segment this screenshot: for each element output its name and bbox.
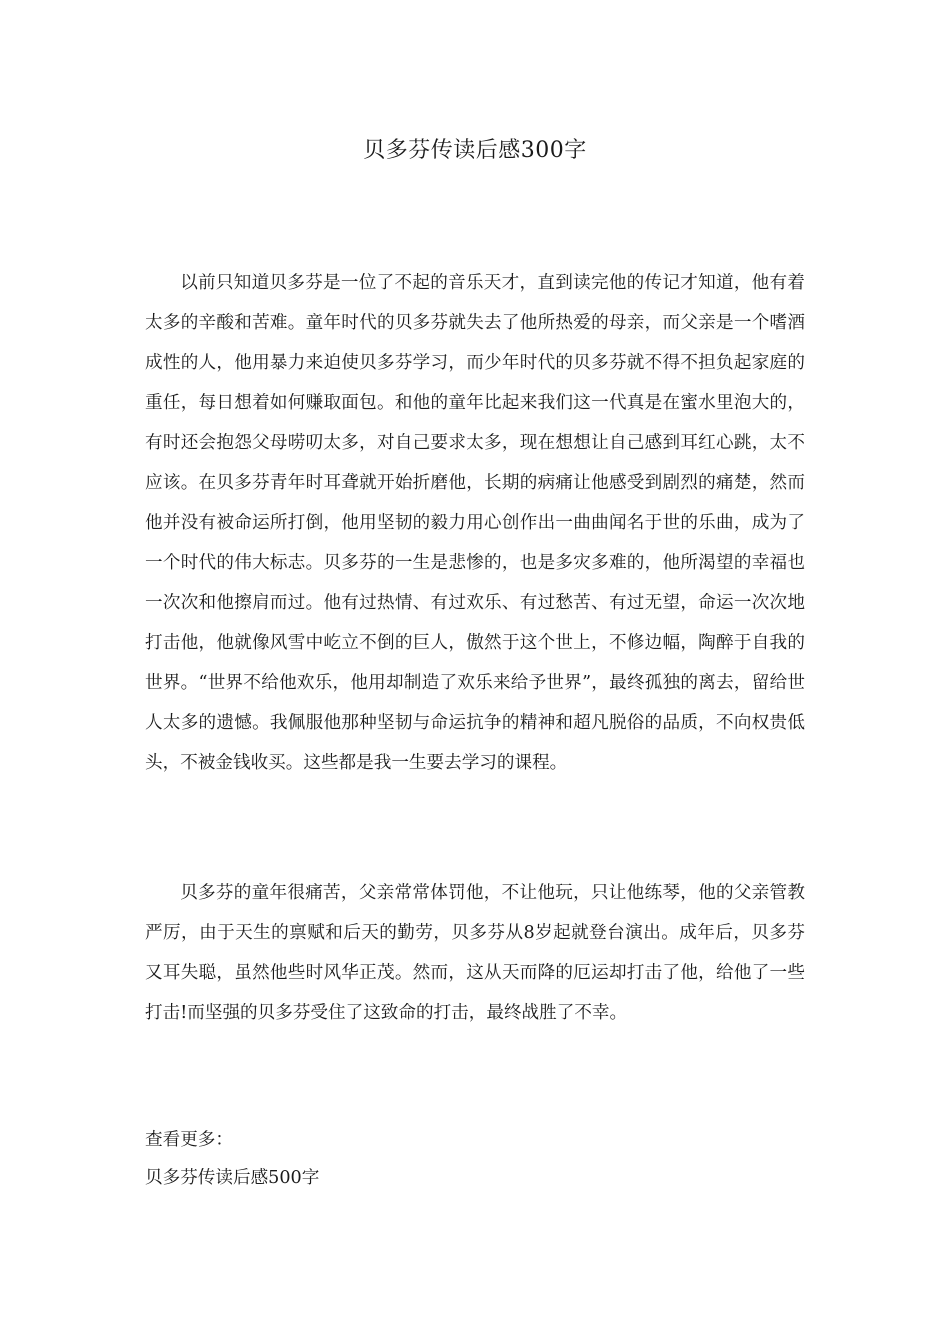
document-title: 贝多芬传读后感300字 (363, 138, 587, 163)
body-paragraph-2: 贝多芬的童年很痛苦，父亲常常体罚他，不让他玩，只让他练琴，他的父亲管教严厉，由于天生的禀赋和后天的勤劳，贝多芬从8岁起就登台演出。成年后，贝多芬又耳失聪，虽然他些时风华正茂。然而，这从天而降的厄运却打击了他，给他了一些打击!而坚强的贝多芬受住了这致命的打击，最终战胜了不幸。 (145, 883, 805, 1023)
body-paragraph-1: 以前只知道贝多芬是一位了不起的音乐天才，直到读完他的传记才知道，他有着太多的辛酸和苦难。童年时代的贝多芬就失去了他所热爱的母亲，而父亲是一个嗜酒成性的人，他用暴力来迫使贝多芬学习，而少年时代的贝多芬就不得不担负起家庭的重任，每日想着如何赚取面包。和他的童年比起来我们这一代真是在蜜水里泡大的，有时还会抱怨父母唠叨太多，对自己要求太多，现在想想让自己感到耳红心跳，太不应该。在贝多芬青年时耳聋就开始折磨他，长期的病痛让他感受到剧烈的痛楚，然而他并没有被命运所打倒，他用坚韧的毅力用心创作出一曲曲闻名于世的乐曲，成为了一个时代的伟大标志。贝多芬的一生是悲惨的，也是多灾多难的，他所渴望的幸福也一次次和他擦肩而过。他有过热情、有过欢乐、有过愁苦、有过无望，命运一次次地打击他，他就像风雪中屹立不倒的巨人，傲然于这个世上，不修边幅，陶醉于自我的世界。“世界不给他欢乐，他用却制造了欢乐来给予世界”，最终孤独的离去，留给世人太多的遗憾。我佩服他那种坚韧与命运抗争的精神和超凡脱俗的品质，不向权贵低头，不被金钱收买。这些都是我一生要去学习的课程。 (145, 273, 805, 773)
related-article-link[interactable]: 贝多芬传读后感500字 (145, 1168, 320, 1188)
see-more-label: 查看更多： (145, 1130, 233, 1150)
